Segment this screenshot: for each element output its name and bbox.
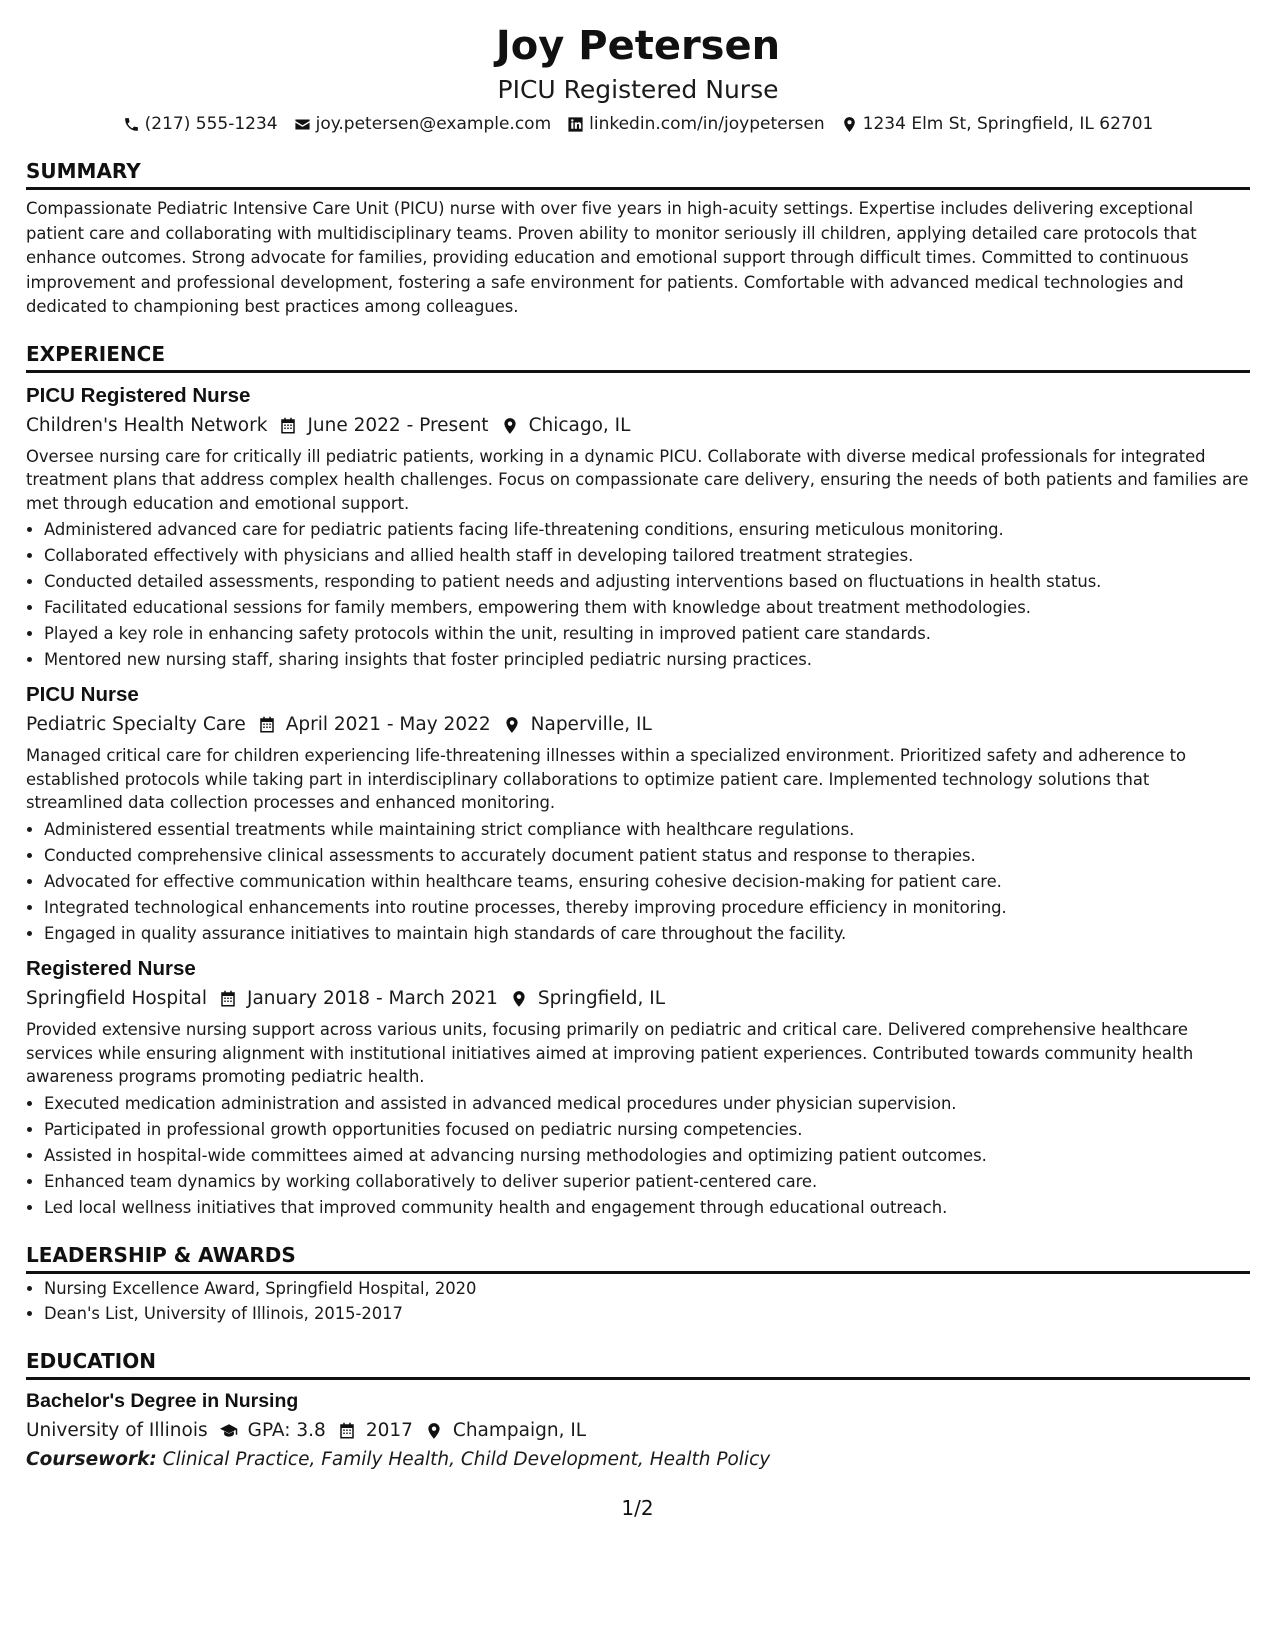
contact-bar xyxy=(26,112,1250,136)
job-entry xyxy=(26,955,1250,1220)
graduation-cap-icon xyxy=(220,1422,238,1440)
job-meta xyxy=(26,985,1250,1013)
calendar-icon xyxy=(258,716,276,734)
list-item: • Played a key role in enhancing safety protocols within the unit, resulting in improved patient care standards. xyxy=(44,621,1250,647)
map-pin-icon xyxy=(503,716,521,734)
list-item: • Led local wellness initiatives that improved community health and engagement through educational outreach. xyxy=(44,1195,1250,1221)
list-item: • Integrated technological enhancements into routine processes, thereby improving procedure efficiency in monitoring. xyxy=(44,895,1250,921)
job-entry xyxy=(26,382,1250,673)
linkedin-icon xyxy=(567,116,584,133)
job-title: PICU Registered Nurse xyxy=(26,383,251,407)
job-location: Springfield, IL xyxy=(537,988,666,1010)
list-item: • Dean's List, University of Illinois, 2015-2017 xyxy=(44,1301,1250,1327)
job-title: PICU Nurse xyxy=(26,683,139,707)
contact-linkedin[interactable] xyxy=(567,112,825,136)
map-pin-icon xyxy=(841,116,858,133)
job-bullets xyxy=(26,517,1250,672)
envelope-icon xyxy=(294,116,311,133)
education-heading: EDUCATION xyxy=(26,1348,1250,1380)
employer: Springfield Hospital xyxy=(26,988,207,1010)
degree-title: Bachelor's Degree in Nursing xyxy=(26,1390,299,1413)
list-item: • Assisted in hospital-wide committees aimed at advancing nursing methodologies and optimizing patient outcomes. xyxy=(44,1143,1250,1169)
job-title: Registered Nurse xyxy=(26,957,196,981)
job-dates: January 2018 - March 2021 xyxy=(246,988,498,1010)
school-location: Champaign, IL xyxy=(452,1420,587,1442)
job-dates: June 2022 - Present xyxy=(307,414,489,436)
job-location: Naperville, IL xyxy=(530,714,652,736)
list-item: • Participated in professional growth opportunities focused on pediatric nursing competencies. xyxy=(44,1117,1250,1143)
list-item: • Facilitated educational sessions for family members, empowering them with knowledge about treatment methodologies. xyxy=(44,595,1250,621)
coursework xyxy=(26,1446,1250,1474)
job-description: Managed critical care for children experiencing life-threatening illnesses within a specialized environment. Prioritized safety and adherence to established protocols while taking part in interdisciplinary collaborations to optimize patient care. Implemented technology solutions that streamlined data collection processes and enhanced monitoring. xyxy=(26,746,1186,813)
employer: Pediatric Specialty Care xyxy=(26,714,246,736)
job-description: Oversee nursing care for critically ill pediatric patients, working in a dynamic PICU. Collaborate with diverse medical professionals for integrated treatment plans that address complex health challenges. Focus on compassionate care delivery, ensuring the needs of both patients and families are met through education and emotional support. xyxy=(26,446,1249,513)
contact-phone[interactable] xyxy=(123,112,278,136)
gpa: GPA: 3.8 xyxy=(247,1420,326,1442)
linkedin-text: linkedin.com/in/joypetersen xyxy=(589,114,825,134)
job-meta xyxy=(26,711,1250,739)
candidate-title: PICU Registered Nurse xyxy=(497,75,779,104)
contact-address xyxy=(841,112,1154,136)
job-dates: April 2021 - May 2022 xyxy=(285,714,491,736)
calendar-icon xyxy=(219,990,237,1008)
calendar-icon xyxy=(338,1422,356,1440)
job-bullets xyxy=(26,1091,1250,1221)
list-item: • Advocated for effective communication within healthcare teams, ensuring cohesive decision-making for patient care. xyxy=(44,869,1250,895)
job-meta xyxy=(26,412,1250,440)
summary-heading: SUMMARY xyxy=(26,158,1250,190)
phone-text: (217) 555-1234 xyxy=(144,114,278,134)
list-item: • Administered essential treatments while maintaining strict compliance with healthcare regulations. xyxy=(44,817,1250,843)
map-pin-icon xyxy=(510,990,528,1008)
list-item: • Mentored new nursing staff, sharing insights that foster principled pediatric nursing practices. xyxy=(44,647,1250,673)
list-item: • Conducted comprehensive clinical assessments to accurately document patient status and response to therapies. xyxy=(44,843,1250,869)
job-bullets xyxy=(26,817,1250,947)
list-item: • Nursing Excellence Award, Springfield Hospital, 2020 xyxy=(44,1276,1250,1302)
job-location: Chicago, IL xyxy=(528,414,631,436)
graduation-year: 2017 xyxy=(365,1420,413,1442)
awards-heading: LEADERSHIP & AWARDS xyxy=(26,1242,1250,1274)
resume-page xyxy=(26,18,1250,1474)
page-number: 1/2 xyxy=(621,1496,654,1520)
coursework-label: Coursework: xyxy=(26,1449,157,1471)
school-name: University of Illinois xyxy=(26,1420,208,1442)
education-meta xyxy=(26,1417,1250,1445)
experience-heading: EXPERIENCE xyxy=(26,341,1250,373)
list-item: • Conducted detailed assessments, responding to patient needs and adjusting interventions based on fluctuations in health status. xyxy=(44,569,1250,595)
list-item: • Collaborated effectively with physicians and allied health staff in developing tailored treatment strategies. xyxy=(44,543,1250,569)
summary-text: Compassionate Pediatric Intensive Care Unit (PICU) nurse with over five years in high-acuity settings. Expertise includes delivering exceptional patient care and collaborating with multidisciplinary teams. Proven ability to monitor seriously ill children, applying detailed care protocols that enhance outcomes. Strong advocate for families, providing education and emotional support through difficult times. Committed to continuous improvement and professional development, fostering a safe environment for patients. Comfortable with advanced medical technologies and dedicated to championing best practices among colleagues. xyxy=(26,199,1197,316)
job-entry xyxy=(26,681,1250,946)
job-description: Provided extensive nursing support across various units, focusing primarily on pediatric and critical care. Delivered comprehensive healthcare services while ensuring alignment with institutional initiatives aimed at improving patient experiences. Contributed towards community health awareness programs promoting pediatric health. xyxy=(26,1020,1194,1087)
map-pin-icon xyxy=(501,417,519,435)
map-pin-icon xyxy=(425,1422,443,1440)
list-item: • Enhanced team dynamics by working collaboratively to deliver superior patient-centered care. xyxy=(44,1169,1250,1195)
list-item: • Engaged in quality assurance initiatives to maintain high standards of care throughout the facility. xyxy=(44,921,1250,947)
contact-email[interactable] xyxy=(294,112,552,136)
address-text: 1234 Elm St, Springfield, IL 62701 xyxy=(862,114,1154,134)
employer: Children's Health Network xyxy=(26,414,268,436)
list-item: • Executed medication administration and assisted in advanced medical procedures under physician supervision. xyxy=(44,1091,1250,1117)
awards-list xyxy=(26,1276,1250,1328)
calendar-icon xyxy=(279,417,297,435)
candidate-name: Joy Petersen xyxy=(495,23,781,69)
list-item: • Administered advanced care for pediatric patients facing life-threatening conditions, ensuring meticulous monitoring. xyxy=(44,517,1250,543)
email-text: joy.petersen@example.com xyxy=(315,114,552,134)
phone-icon xyxy=(123,116,140,133)
coursework-text: Clinical Practice, Family Health, Child Development, Health Policy xyxy=(162,1449,771,1471)
